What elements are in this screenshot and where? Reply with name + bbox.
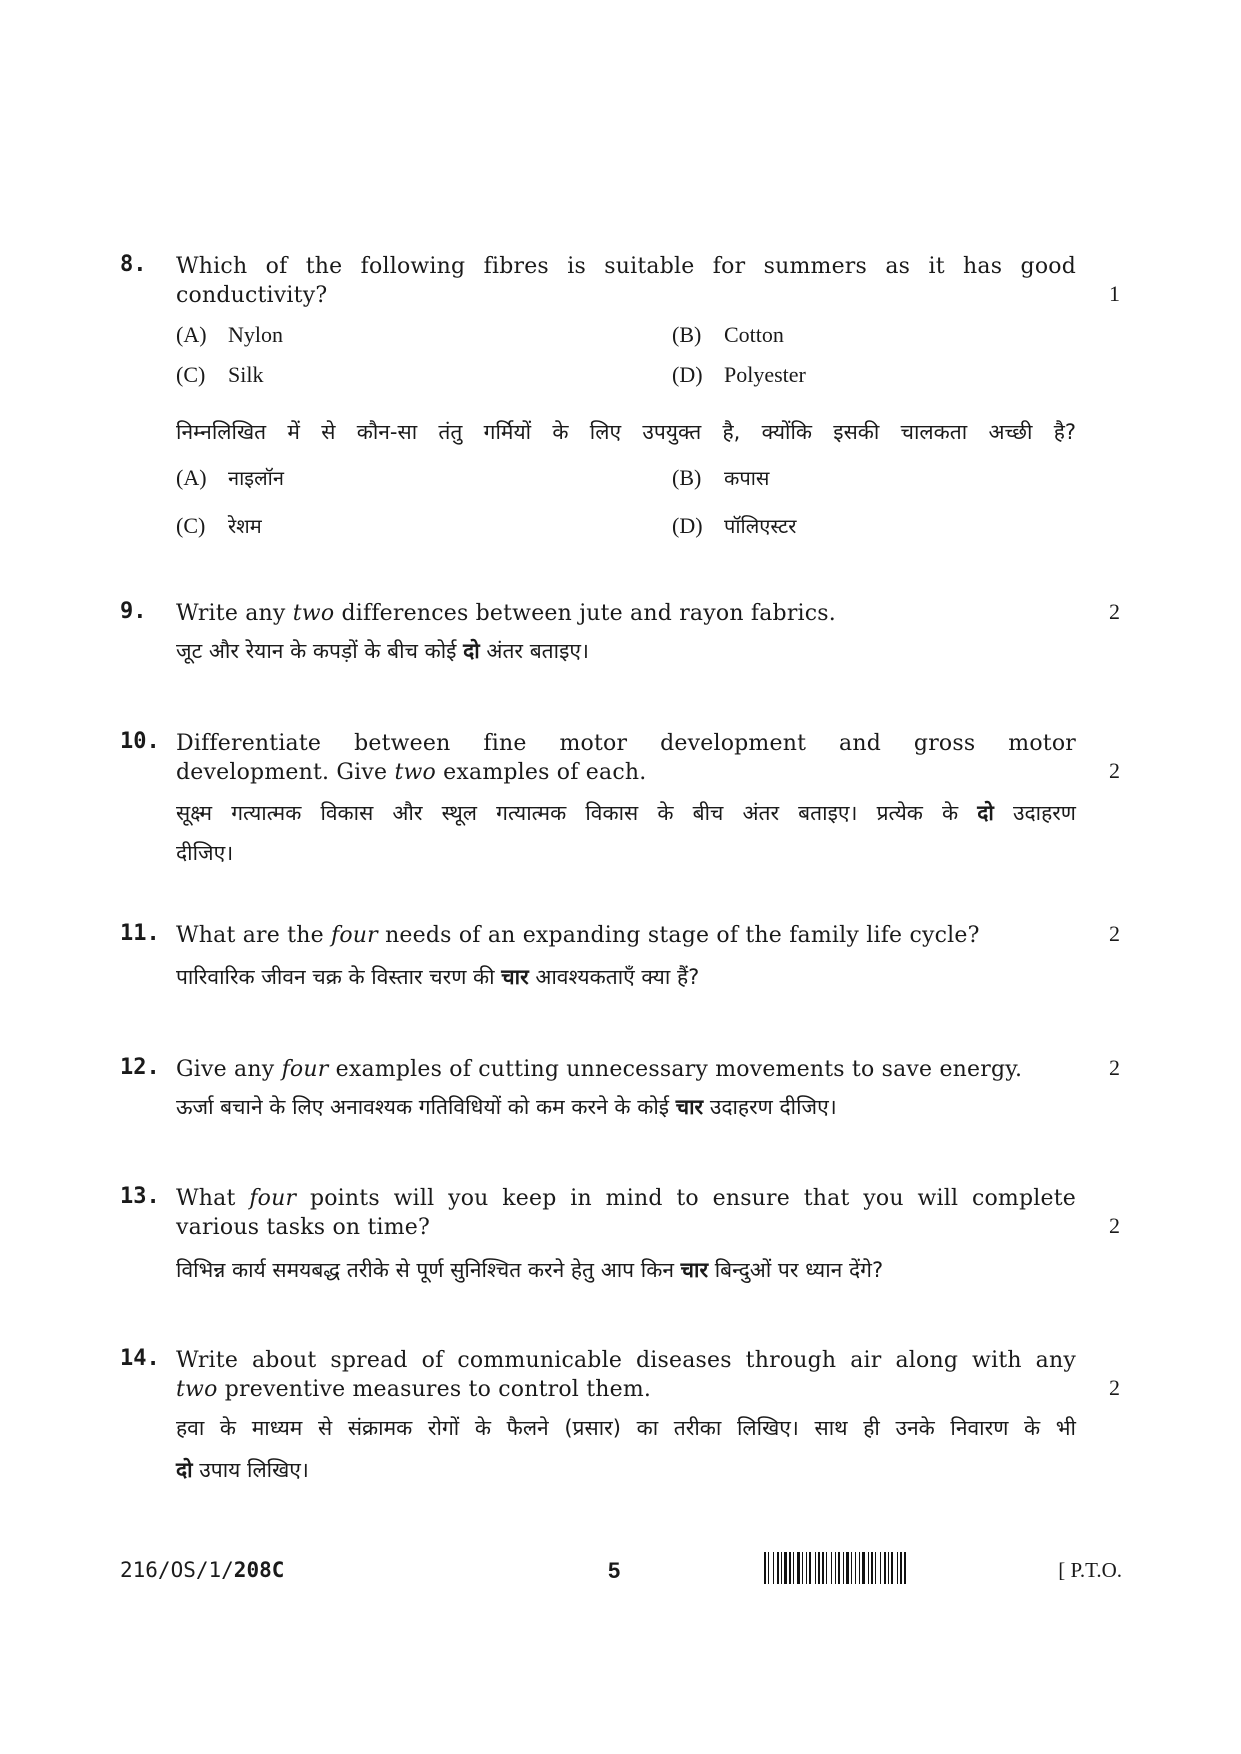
paper-code: 216/OS/1/208C <box>120 1558 285 1582</box>
question-text-en-line2: two preventive measures to control them. <box>176 1377 652 1402</box>
option-b-hi: (B) कपास <box>672 465 770 490</box>
question-12 <box>120 1055 1120 1135</box>
question-text-en-line1: Which of the following fibres is suitable for summers as it has good <box>176 254 1076 279</box>
page-number: 5 <box>608 1558 621 1583</box>
question-11 <box>120 921 1120 1001</box>
question-9 <box>120 599 1120 679</box>
question-text-en-line1: What four points will you keep in mind to ensure that you will complete <box>176 1186 1076 1211</box>
question-text-hi-line2: दो उपाय लिखिए। <box>176 1458 309 1482</box>
option-d-hi: (D) पॉलिएस्टर <box>672 513 797 538</box>
question-text-en-line2: development. Give two examples of each. <box>176 760 647 785</box>
option-d-en: (D) Polyester <box>672 362 806 387</box>
barcode-icon <box>764 1552 1024 1584</box>
marks: 2 <box>1109 1055 1120 1080</box>
question-10 <box>120 729 1120 869</box>
question-text-hi-line2: दीजिए। <box>176 841 234 865</box>
question-text-en: Give any four examples of cutting unnecessary movements to save energy. <box>176 1057 1023 1082</box>
question-number: 9. <box>120 599 147 624</box>
question-text-hi: ऊर्जा बचाने के लिए अनावश्यक गतिविधियों को कम करने के कोई चार उदाहरण दीजिए। <box>176 1095 837 1119</box>
question-text-hi: निम्नलिखित में से कौन-सा तंतु गर्मियों के लिए उपयुक्त है, क्योंकि इसकी चालकता अच्छी है? <box>176 420 1076 444</box>
question-number: 13. <box>120 1184 160 1209</box>
marks: 2 <box>1109 1375 1120 1400</box>
marks: 2 <box>1109 921 1120 946</box>
question-14 <box>120 1346 1120 1486</box>
question-number: 8. <box>120 252 147 277</box>
question-text-en-line2: conductivity? <box>176 283 328 308</box>
option-c-hi: (C) रेशम <box>176 513 262 538</box>
pto-label: [ P.T.O. <box>1058 1558 1122 1582</box>
question-text-en-line1: Write about spread of communicable diseases through air along with any <box>176 1348 1076 1373</box>
question-number: 10. <box>120 729 160 754</box>
question-13 <box>120 1184 1120 1294</box>
question-text-en: Write any two differences between jute and rayon fabrics. <box>176 601 836 626</box>
question-text-en: What are the four needs of an expanding stage of the family life cycle? <box>176 923 980 948</box>
question-text-en-line2: various tasks on time? <box>176 1215 431 1240</box>
question-text-hi: जूट और रेयान के कपड़ों के बीच कोई दो अंतर बताइए। <box>176 639 589 663</box>
question-number: 12. <box>120 1055 160 1080</box>
question-8 <box>120 252 1120 552</box>
option-a-hi: (A) नाइलॉन <box>176 465 284 490</box>
option-b-en: (B) Cotton <box>672 322 784 347</box>
question-text-hi-line1: सूक्ष्म गत्यात्मक विकास और स्थूल गत्यात्मक विकास के बीच अंतर बताइए। प्रत्येक के दो उदाहरण <box>176 801 1076 825</box>
question-text-en-line1: Differentiate between fine motor development and gross motor <box>176 731 1076 756</box>
option-a-en: (A) Nylon <box>176 322 283 347</box>
question-text-hi-line1: हवा के माध्यम से संक्रामक रोगों के फैलने (प्रसार) का तरीका लिखिए। साथ ही उनके निवारण के भी <box>176 1416 1076 1440</box>
question-number: 11. <box>120 921 160 946</box>
marks: 2 <box>1109 758 1120 783</box>
option-c-en: (C) Silk <box>176 362 264 387</box>
marks: 2 <box>1109 1213 1120 1238</box>
marks: 1 <box>1109 281 1120 306</box>
page-footer <box>120 1552 1122 1592</box>
question-number: 14. <box>120 1346 160 1371</box>
question-text-hi: विभिन्न कार्य समयबद्ध तरीके से पूर्ण सुनिश्चित करने हेतु आप किन चार बिन्दुओं पर ध्यान देंगे? <box>176 1258 884 1282</box>
marks: 2 <box>1109 599 1120 624</box>
question-text-hi: पारिवारिक जीवन चक्र के विस्तार चरण की चार आवश्यकताएँ क्या हैं? <box>176 965 700 989</box>
